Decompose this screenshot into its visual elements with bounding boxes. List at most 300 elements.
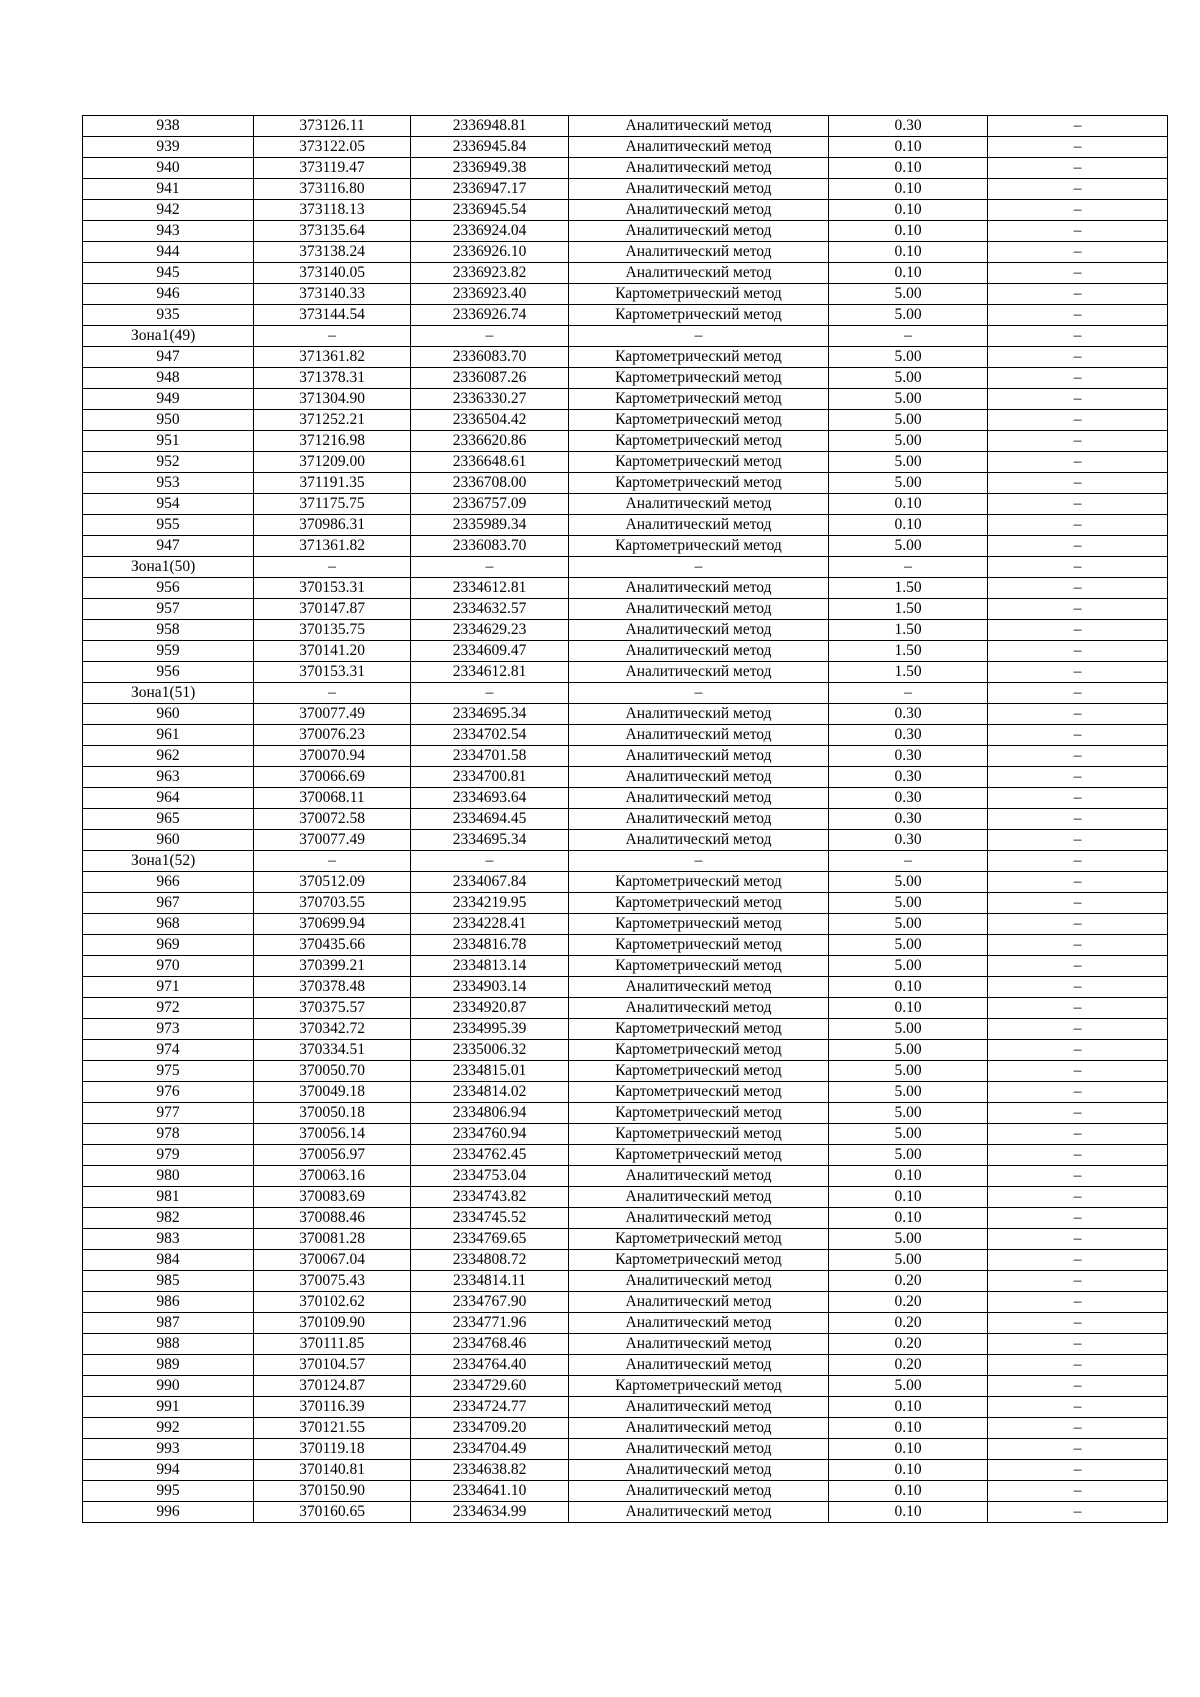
y-coordinate-cell: – <box>411 557 569 578</box>
point-number-cell: 945 <box>83 263 254 284</box>
description-cell: – <box>988 1439 1168 1460</box>
coordinates-table <box>82 115 1168 1523</box>
accuracy-cell: 5.00 <box>829 893 988 914</box>
description-cell: – <box>988 494 1168 515</box>
accuracy-cell: – <box>829 326 988 347</box>
method-cell: Аналитический метод <box>569 200 829 221</box>
point-number-cell: 976 <box>83 1082 254 1103</box>
point-number-cell: 947 <box>83 536 254 557</box>
method-cell: Аналитический метод <box>569 767 829 788</box>
description-cell: – <box>988 179 1168 200</box>
table-row <box>83 893 1168 914</box>
x-coordinate-cell: 370135.75 <box>254 620 411 641</box>
accuracy-cell: 5.00 <box>829 536 988 557</box>
table-row <box>83 1418 1168 1439</box>
point-number-cell: 956 <box>83 578 254 599</box>
method-cell: Аналитический метод <box>569 599 829 620</box>
accuracy-cell: 1.50 <box>829 662 988 683</box>
table-row <box>83 1040 1168 1061</box>
table-row <box>83 1250 1168 1271</box>
point-number-cell: 942 <box>83 200 254 221</box>
x-coordinate-cell: 370077.49 <box>254 704 411 725</box>
coordinates-table-body <box>83 116 1168 1523</box>
table-row <box>83 1502 1168 1523</box>
method-cell: Аналитический метод <box>569 662 829 683</box>
table-row <box>83 1355 1168 1376</box>
x-coordinate-cell: 370116.39 <box>254 1397 411 1418</box>
accuracy-cell: 0.10 <box>829 242 988 263</box>
table-row <box>83 305 1168 326</box>
method-cell: Картометрический метод <box>569 914 829 935</box>
method-cell: Аналитический метод <box>569 137 829 158</box>
description-cell: – <box>988 368 1168 389</box>
table-row <box>83 263 1168 284</box>
y-coordinate-cell: 2334609.47 <box>411 641 569 662</box>
table-row <box>83 431 1168 452</box>
description-cell: – <box>988 893 1168 914</box>
method-cell: Аналитический метод <box>569 788 829 809</box>
table-row <box>83 1313 1168 1334</box>
point-number-cell: 941 <box>83 179 254 200</box>
y-coordinate-cell: 2334769.65 <box>411 1229 569 1250</box>
description-cell: – <box>988 830 1168 851</box>
method-cell: – <box>569 326 829 347</box>
x-coordinate-cell: 370986.31 <box>254 515 411 536</box>
accuracy-cell: 5.00 <box>829 1103 988 1124</box>
y-coordinate-cell: 2334632.57 <box>411 599 569 620</box>
y-coordinate-cell: 2334995.39 <box>411 1019 569 1040</box>
accuracy-cell: 0.10 <box>829 998 988 1019</box>
point-number-cell: 980 <box>83 1166 254 1187</box>
table-row <box>83 641 1168 662</box>
description-cell: – <box>988 1229 1168 1250</box>
accuracy-cell: 5.00 <box>829 284 988 305</box>
y-coordinate-cell: 2334695.34 <box>411 830 569 851</box>
method-cell: Картометрический метод <box>569 284 829 305</box>
y-coordinate-cell: 2336923.40 <box>411 284 569 305</box>
description-cell: – <box>988 1019 1168 1040</box>
description-cell: – <box>988 872 1168 893</box>
method-cell: Картометрический метод <box>569 452 829 473</box>
point-number-cell: 979 <box>83 1145 254 1166</box>
y-coordinate-cell: 2336948.81 <box>411 116 569 137</box>
accuracy-cell: 0.30 <box>829 116 988 137</box>
point-number-cell: 955 <box>83 515 254 536</box>
description-cell: – <box>988 389 1168 410</box>
point-number-cell: 949 <box>83 389 254 410</box>
point-number-cell: 972 <box>83 998 254 1019</box>
accuracy-cell: 0.20 <box>829 1334 988 1355</box>
point-number-cell: 957 <box>83 599 254 620</box>
zone-header-row <box>83 557 1168 578</box>
x-coordinate-cell: 370150.90 <box>254 1481 411 1502</box>
y-coordinate-cell: 2336945.84 <box>411 137 569 158</box>
point-number-cell: 944 <box>83 242 254 263</box>
y-coordinate-cell: 2336504.42 <box>411 410 569 431</box>
accuracy-cell: 0.10 <box>829 1481 988 1502</box>
x-coordinate-cell: 370699.94 <box>254 914 411 935</box>
y-coordinate-cell: 2336926.10 <box>411 242 569 263</box>
accuracy-cell: 0.10 <box>829 1439 988 1460</box>
x-coordinate-cell: 370141.20 <box>254 641 411 662</box>
accuracy-cell: 0.10 <box>829 977 988 998</box>
accuracy-cell: 5.00 <box>829 1229 988 1250</box>
method-cell: Картометрический метод <box>569 1124 829 1145</box>
method-cell: Аналитический метод <box>569 1313 829 1334</box>
description-cell: – <box>988 725 1168 746</box>
accuracy-cell: 0.10 <box>829 1208 988 1229</box>
method-cell: Аналитический метод <box>569 1334 829 1355</box>
y-coordinate-cell: 2334768.46 <box>411 1334 569 1355</box>
x-coordinate-cell: 371175.75 <box>254 494 411 515</box>
description-cell: – <box>988 473 1168 494</box>
y-coordinate-cell: 2336648.61 <box>411 452 569 473</box>
point-number-cell: 977 <box>83 1103 254 1124</box>
accuracy-cell: 5.00 <box>829 1376 988 1397</box>
x-coordinate-cell: 370119.18 <box>254 1439 411 1460</box>
accuracy-cell: 0.10 <box>829 221 988 242</box>
method-cell: Аналитический метод <box>569 578 829 599</box>
table-row <box>83 599 1168 620</box>
accuracy-cell: 0.10 <box>829 1166 988 1187</box>
y-coordinate-cell: 2334813.14 <box>411 956 569 977</box>
x-coordinate-cell: 370147.87 <box>254 599 411 620</box>
description-cell: – <box>988 935 1168 956</box>
accuracy-cell: 0.30 <box>829 746 988 767</box>
method-cell: Аналитический метод <box>569 1502 829 1523</box>
accuracy-cell: – <box>829 851 988 872</box>
x-coordinate-cell: 371252.21 <box>254 410 411 431</box>
zone-label-cell: Зона1(49) <box>83 326 254 347</box>
method-cell: Картометрический метод <box>569 1040 829 1061</box>
y-coordinate-cell: 2334067.84 <box>411 872 569 893</box>
x-coordinate-cell: 370109.90 <box>254 1313 411 1334</box>
x-coordinate-cell: 371361.82 <box>254 536 411 557</box>
method-cell: Аналитический метод <box>569 1397 829 1418</box>
description-cell: – <box>988 578 1168 599</box>
description-cell: – <box>988 158 1168 179</box>
description-cell: – <box>988 641 1168 662</box>
point-number-cell: 958 <box>83 620 254 641</box>
x-coordinate-cell: 371209.00 <box>254 452 411 473</box>
point-number-cell: 986 <box>83 1292 254 1313</box>
method-cell: Картометрический метод <box>569 1250 829 1271</box>
y-coordinate-cell: 2334808.72 <box>411 1250 569 1271</box>
point-number-cell: 987 <box>83 1313 254 1334</box>
method-cell: Картометрический метод <box>569 1145 829 1166</box>
accuracy-cell: 5.00 <box>829 1040 988 1061</box>
table-row <box>83 410 1168 431</box>
description-cell: – <box>988 1103 1168 1124</box>
point-number-cell: 956 <box>83 662 254 683</box>
accuracy-cell: 0.10 <box>829 515 988 536</box>
description-cell: – <box>988 977 1168 998</box>
accuracy-cell: 0.30 <box>829 809 988 830</box>
description-cell: – <box>988 788 1168 809</box>
accuracy-cell: 1.50 <box>829 620 988 641</box>
point-number-cell: 946 <box>83 284 254 305</box>
y-coordinate-cell: 2336949.38 <box>411 158 569 179</box>
y-coordinate-cell: 2334920.87 <box>411 998 569 1019</box>
description-cell: – <box>988 1355 1168 1376</box>
accuracy-cell: 5.00 <box>829 452 988 473</box>
point-number-cell: 954 <box>83 494 254 515</box>
table-row <box>83 578 1168 599</box>
x-coordinate-cell: 373118.13 <box>254 200 411 221</box>
point-number-cell: 935 <box>83 305 254 326</box>
point-number-cell: 960 <box>83 830 254 851</box>
x-coordinate-cell: 370160.65 <box>254 1502 411 1523</box>
method-cell: Картометрический метод <box>569 1082 829 1103</box>
method-cell: Аналитический метод <box>569 1439 829 1460</box>
zone-header-row <box>83 683 1168 704</box>
description-cell: – <box>988 200 1168 221</box>
accuracy-cell: 5.00 <box>829 347 988 368</box>
table-row <box>83 494 1168 515</box>
y-coordinate-cell: 2334641.10 <box>411 1481 569 1502</box>
x-coordinate-cell: 373119.47 <box>254 158 411 179</box>
y-coordinate-cell: 2334612.81 <box>411 662 569 683</box>
point-number-cell: 968 <box>83 914 254 935</box>
point-number-cell: 996 <box>83 1502 254 1523</box>
y-coordinate-cell: 2334724.77 <box>411 1397 569 1418</box>
description-cell: – <box>988 1166 1168 1187</box>
y-coordinate-cell: 2334903.14 <box>411 977 569 998</box>
method-cell: – <box>569 557 829 578</box>
accuracy-cell: 0.30 <box>829 767 988 788</box>
x-coordinate-cell: 373140.33 <box>254 284 411 305</box>
table-row <box>83 179 1168 200</box>
method-cell: Аналитический метод <box>569 830 829 851</box>
description-cell: – <box>988 1460 1168 1481</box>
table-row <box>83 1460 1168 1481</box>
table-row <box>83 935 1168 956</box>
point-number-cell: 952 <box>83 452 254 473</box>
table-row <box>83 284 1168 305</box>
y-coordinate-cell: 2336924.04 <box>411 221 569 242</box>
table-row <box>83 1019 1168 1040</box>
y-coordinate-cell: 2336945.54 <box>411 200 569 221</box>
zone-header-row <box>83 851 1168 872</box>
table-row <box>83 452 1168 473</box>
table-row <box>83 1145 1168 1166</box>
method-cell: Картометрический метод <box>569 368 829 389</box>
table-row <box>83 872 1168 893</box>
description-cell: – <box>988 809 1168 830</box>
x-coordinate-cell: 373140.05 <box>254 263 411 284</box>
y-coordinate-cell: 2334700.81 <box>411 767 569 788</box>
accuracy-cell: 5.00 <box>829 389 988 410</box>
accuracy-cell: 0.10 <box>829 1187 988 1208</box>
description-cell: – <box>988 1376 1168 1397</box>
accuracy-cell: – <box>829 557 988 578</box>
table-row <box>83 830 1168 851</box>
accuracy-cell: 0.10 <box>829 263 988 284</box>
table-row <box>83 137 1168 158</box>
method-cell: Аналитический метод <box>569 641 829 662</box>
x-coordinate-cell: 370063.16 <box>254 1166 411 1187</box>
x-coordinate-cell: 370375.57 <box>254 998 411 1019</box>
x-coordinate-cell: 370049.18 <box>254 1082 411 1103</box>
description-cell: – <box>988 284 1168 305</box>
method-cell: Аналитический метод <box>569 1271 829 1292</box>
method-cell: Аналитический метод <box>569 1481 829 1502</box>
accuracy-cell: 0.10 <box>829 1418 988 1439</box>
accuracy-cell: 5.00 <box>829 368 988 389</box>
method-cell: Аналитический метод <box>569 221 829 242</box>
y-coordinate-cell: 2336926.74 <box>411 305 569 326</box>
accuracy-cell: 0.10 <box>829 200 988 221</box>
table-row <box>83 914 1168 935</box>
point-number-cell: 995 <box>83 1481 254 1502</box>
x-coordinate-cell: 370153.31 <box>254 662 411 683</box>
description-cell: – <box>988 599 1168 620</box>
x-coordinate-cell: 371191.35 <box>254 473 411 494</box>
table-row <box>83 473 1168 494</box>
x-coordinate-cell: 373126.11 <box>254 116 411 137</box>
y-coordinate-cell: 2334638.82 <box>411 1460 569 1481</box>
description-cell: – <box>988 1187 1168 1208</box>
description-cell: – <box>988 851 1168 872</box>
description-cell: – <box>988 515 1168 536</box>
table-row <box>83 221 1168 242</box>
description-cell: – <box>988 347 1168 368</box>
y-coordinate-cell: 2334753.04 <box>411 1166 569 1187</box>
table-row <box>83 788 1168 809</box>
y-coordinate-cell: 2334612.81 <box>411 578 569 599</box>
description-cell: – <box>988 1250 1168 1271</box>
accuracy-cell: 0.30 <box>829 830 988 851</box>
table-row <box>83 620 1168 641</box>
y-coordinate-cell: 2335989.34 <box>411 515 569 536</box>
x-coordinate-cell: 370083.69 <box>254 1187 411 1208</box>
method-cell: Картометрический метод <box>569 1376 829 1397</box>
accuracy-cell: 5.00 <box>829 956 988 977</box>
accuracy-cell: 5.00 <box>829 305 988 326</box>
point-number-cell: 960 <box>83 704 254 725</box>
y-coordinate-cell: 2334814.11 <box>411 1271 569 1292</box>
description-cell: – <box>988 431 1168 452</box>
y-coordinate-cell: 2334729.60 <box>411 1376 569 1397</box>
table-row <box>83 1334 1168 1355</box>
zone-label-cell: Зона1(51) <box>83 683 254 704</box>
accuracy-cell: 5.00 <box>829 431 988 452</box>
method-cell: Картометрический метод <box>569 1103 829 1124</box>
y-coordinate-cell: 2334709.20 <box>411 1418 569 1439</box>
method-cell: Аналитический метод <box>569 746 829 767</box>
point-number-cell: 964 <box>83 788 254 809</box>
description-cell: – <box>988 767 1168 788</box>
zone-header-row <box>83 326 1168 347</box>
x-coordinate-cell: 370153.31 <box>254 578 411 599</box>
accuracy-cell: 0.20 <box>829 1292 988 1313</box>
accuracy-cell: 5.00 <box>829 473 988 494</box>
description-cell: – <box>988 1040 1168 1061</box>
table-row <box>83 1166 1168 1187</box>
description-cell: – <box>988 914 1168 935</box>
method-cell: Картометрический метод <box>569 893 829 914</box>
point-number-cell: 985 <box>83 1271 254 1292</box>
y-coordinate-cell: 2334760.94 <box>411 1124 569 1145</box>
x-coordinate-cell: 370056.97 <box>254 1145 411 1166</box>
x-coordinate-cell: 370512.09 <box>254 872 411 893</box>
description-cell: – <box>988 557 1168 578</box>
table-row <box>83 998 1168 1019</box>
table-row <box>83 1481 1168 1502</box>
method-cell: Аналитический метод <box>569 809 829 830</box>
method-cell: Аналитический метод <box>569 1418 829 1439</box>
x-coordinate-cell: 373144.54 <box>254 305 411 326</box>
point-number-cell: 965 <box>83 809 254 830</box>
method-cell: Аналитический метод <box>569 179 829 200</box>
point-number-cell: 940 <box>83 158 254 179</box>
description-cell: – <box>988 1397 1168 1418</box>
y-coordinate-cell: 2336923.82 <box>411 263 569 284</box>
table-row <box>83 1292 1168 1313</box>
accuracy-cell: 5.00 <box>829 1061 988 1082</box>
method-cell: Аналитический метод <box>569 1187 829 1208</box>
method-cell: Картометрический метод <box>569 1019 829 1040</box>
x-coordinate-cell: 370334.51 <box>254 1040 411 1061</box>
point-number-cell: 975 <box>83 1061 254 1082</box>
x-coordinate-cell: 370066.69 <box>254 767 411 788</box>
method-cell: – <box>569 851 829 872</box>
table-row <box>83 746 1168 767</box>
point-number-cell: 947 <box>83 347 254 368</box>
table-row <box>83 368 1168 389</box>
accuracy-cell: 1.50 <box>829 599 988 620</box>
y-coordinate-cell: 2334745.52 <box>411 1208 569 1229</box>
method-cell: Картометрический метод <box>569 1061 829 1082</box>
point-number-cell: 984 <box>83 1250 254 1271</box>
accuracy-cell: 1.50 <box>829 578 988 599</box>
point-number-cell: 962 <box>83 746 254 767</box>
description-cell: – <box>988 662 1168 683</box>
accuracy-cell: 5.00 <box>829 914 988 935</box>
description-cell: – <box>988 998 1168 1019</box>
accuracy-cell: 5.00 <box>829 1019 988 1040</box>
description-cell: – <box>988 242 1168 263</box>
x-coordinate-cell: – <box>254 851 411 872</box>
description-cell: – <box>988 1082 1168 1103</box>
zone-label-cell: Зона1(50) <box>83 557 254 578</box>
point-number-cell: 967 <box>83 893 254 914</box>
accuracy-cell: 0.10 <box>829 494 988 515</box>
table-row <box>83 1061 1168 1082</box>
method-cell: Картометрический метод <box>569 410 829 431</box>
x-coordinate-cell: 370068.11 <box>254 788 411 809</box>
point-number-cell: 993 <box>83 1439 254 1460</box>
point-number-cell: 938 <box>83 116 254 137</box>
x-coordinate-cell: 370077.49 <box>254 830 411 851</box>
x-coordinate-cell: 370075.43 <box>254 1271 411 1292</box>
method-cell: Аналитический метод <box>569 620 829 641</box>
y-coordinate-cell: 2334815.01 <box>411 1061 569 1082</box>
description-cell: – <box>988 452 1168 473</box>
point-number-cell: 943 <box>83 221 254 242</box>
table-row <box>83 1229 1168 1250</box>
y-coordinate-cell: 2334806.94 <box>411 1103 569 1124</box>
point-number-cell: 951 <box>83 431 254 452</box>
y-coordinate-cell: 2336947.17 <box>411 179 569 200</box>
method-cell: Аналитический метод <box>569 1460 829 1481</box>
accuracy-cell: 0.10 <box>829 1460 988 1481</box>
description-cell: – <box>988 116 1168 137</box>
table-row <box>83 767 1168 788</box>
accuracy-cell: 0.10 <box>829 158 988 179</box>
table-row <box>83 515 1168 536</box>
y-coordinate-cell: 2334694.45 <box>411 809 569 830</box>
